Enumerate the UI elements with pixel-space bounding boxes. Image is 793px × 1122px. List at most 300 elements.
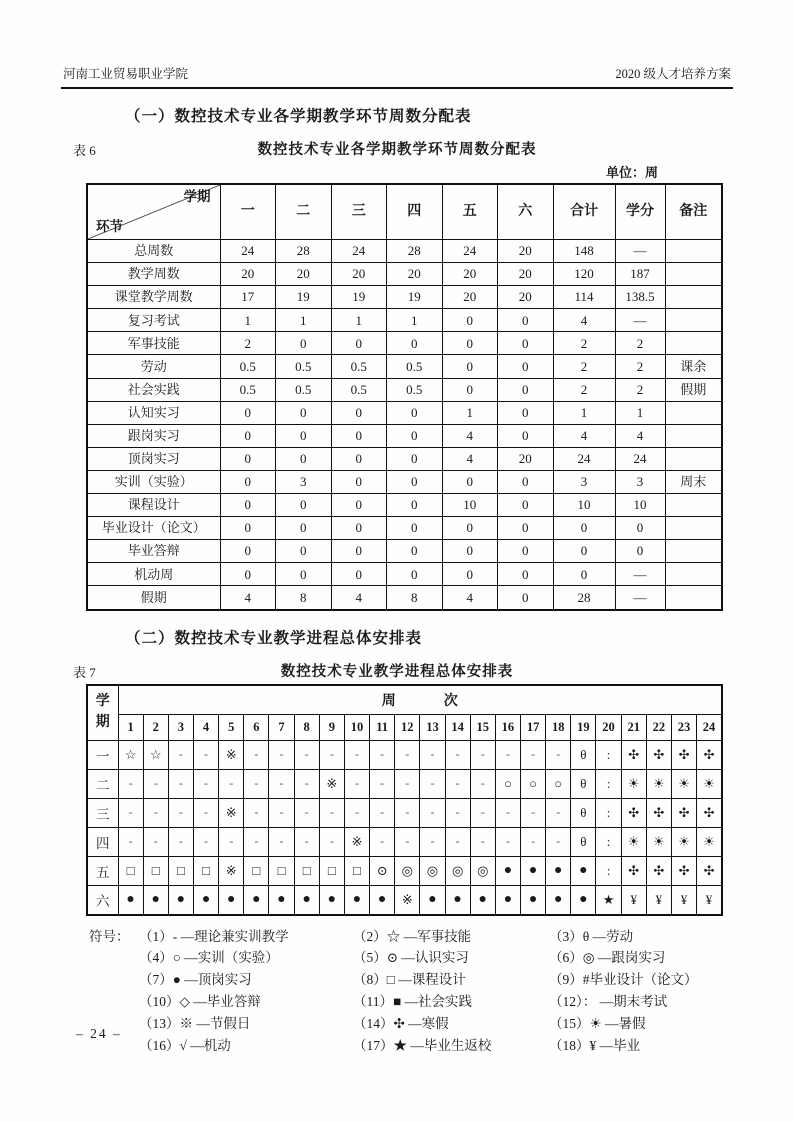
table7-semester-label: 五 (87, 856, 118, 885)
table6-cell: 0 (387, 470, 443, 493)
table6-row (87, 494, 722, 517)
table6-row-label: 机动周 (87, 563, 220, 586)
table6-cell: 0 (387, 424, 443, 447)
table7-schedule-symbol-cell: □ (193, 856, 218, 885)
table6-cell: 0 (331, 563, 387, 586)
table7-week-header (118, 685, 722, 715)
table6-cell: 0 (276, 447, 332, 470)
table7-schedule-symbol-cell: - (168, 798, 193, 827)
table6-cell: 1 (442, 401, 498, 424)
table7-schedule-symbol-cell: : (596, 740, 621, 769)
table7-schedule-symbol-cell: ※ (319, 769, 344, 798)
table7-schedule-symbol-cell: ✣ (671, 740, 696, 769)
section2-title: （二）数控技术专业教学进程总体安排表 (125, 629, 423, 647)
table7-week-number: 15 (470, 714, 495, 740)
legend-item: （6）◎ —跟岗实习 (549, 950, 666, 966)
table6-column-header: 五 (442, 184, 498, 240)
table6-row (87, 240, 722, 263)
table6-cell: 28 (553, 586, 615, 610)
table6-row (87, 309, 722, 332)
table6-cell: 8 (276, 586, 332, 610)
table6-cell: 120 (553, 263, 615, 286)
table6-cell: 10 (615, 494, 665, 517)
legend-item: （16）√ —机动 (139, 1037, 231, 1053)
table7-schedule-symbol-cell: ✣ (646, 856, 671, 885)
table6-cell: 0 (220, 470, 276, 493)
table6-cell: 0.5 (331, 355, 387, 378)
table6-column-header: 二 (276, 184, 332, 240)
table7-week-header-right: 次 (443, 693, 458, 709)
table6-row (87, 378, 722, 401)
table6-row (87, 540, 722, 563)
table6-cell: 2 (615, 378, 665, 401)
table6-cell: 10 (553, 494, 615, 517)
table6-cell: 课余 (665, 355, 722, 378)
table6-cell: 0 (442, 563, 498, 586)
table7-schedule-symbol-cell: ✣ (646, 740, 671, 769)
table7-schedule-symbol-cell: - (395, 769, 420, 798)
table6-cell: 3 (276, 470, 332, 493)
table7-schedule-symbol-cell: - (470, 798, 495, 827)
table6-cell: 0 (498, 540, 554, 563)
table6-caption-row (61, 138, 733, 160)
table6-cell: 0 (498, 378, 554, 401)
table6-row-label: 实训（实验） (87, 470, 220, 493)
table6-cell: 24 (553, 447, 615, 470)
table6-cell: 3 (615, 470, 665, 493)
table7-week-number: 22 (646, 714, 671, 740)
table7-schedule-symbol-cell: ◎ (395, 856, 420, 885)
table7-week-number: 3 (168, 714, 193, 740)
table7-schedule-symbol-cell: - (344, 798, 369, 827)
table7-semester-label: 三 (87, 798, 118, 827)
table7-schedule-symbol-cell: ★ (596, 885, 621, 915)
table6-cell: 24 (220, 240, 276, 263)
table6-cell: 1 (553, 401, 615, 424)
table7-semester-label: 二 (87, 769, 118, 798)
table7-schedule-symbol-cell: ¥ (621, 885, 646, 915)
table7-schedule-symbol-cell: - (370, 798, 395, 827)
table7-schedule-symbol-cell: □ (244, 856, 269, 885)
table7-schedule-symbol-cell: θ (571, 827, 596, 856)
table7-schedule-symbol-cell: - (118, 827, 143, 856)
table6-cell (665, 540, 722, 563)
table6-cell (665, 401, 722, 424)
table7-schedule-symbol-cell: ✣ (646, 798, 671, 827)
table6-cell: 19 (387, 286, 443, 309)
table6-cell: — (615, 309, 665, 332)
table6-cell: 17 (220, 286, 276, 309)
table6-cell: 4 (553, 424, 615, 447)
table6-semester-week-distribution (86, 183, 723, 611)
table7-schedule-symbol-cell: ● (370, 885, 395, 915)
table7-header-row-1 (87, 685, 722, 715)
table6-cell: 0 (331, 470, 387, 493)
table6-cell: 0.5 (276, 378, 332, 401)
table7-week-number: 14 (445, 714, 470, 740)
table7-schedule-symbol-cell: - (445, 798, 470, 827)
table6-row (87, 447, 722, 470)
table6-cell (665, 263, 722, 286)
table7-week-number: 6 (244, 714, 269, 740)
table6-cell: 20 (220, 263, 276, 286)
table7-week-number: 12 (395, 714, 420, 740)
table7-schedule-symbol-cell: - (269, 827, 294, 856)
table7-schedule-symbol-cell: - (420, 769, 445, 798)
table6-column-header: 三 (331, 184, 387, 240)
table6-cell: 24 (442, 240, 498, 263)
table6-row (87, 586, 722, 610)
running-header (61, 64, 733, 89)
table7-week-number: 16 (495, 714, 520, 740)
table6-cell: 0 (498, 563, 554, 586)
table7-schedule-symbol-cell: - (168, 827, 193, 856)
header-plan-name: 2020 级人才培养方案 (615, 67, 731, 81)
table7-schedule-symbol-cell: ● (269, 885, 294, 915)
table6-cell: 0 (553, 563, 615, 586)
table6-cell: 24 (331, 240, 387, 263)
table6-corner-item: 环节 (96, 218, 123, 234)
table7-schedule-symbol-cell: ◎ (470, 856, 495, 885)
table6-cell (665, 494, 722, 517)
table6-cell: 0 (331, 517, 387, 540)
table7-schedule-symbol-cell: ● (495, 885, 520, 915)
table7-schedule-symbol-cell: - (445, 740, 470, 769)
table6-cell: 0 (331, 447, 387, 470)
table7-schedule-symbol-cell: - (546, 740, 571, 769)
table6-cell: 4 (442, 586, 498, 610)
table6-cell: 0 (615, 517, 665, 540)
table7-schedule-symbol-cell: : (596, 827, 621, 856)
table7-semester-row (87, 827, 722, 856)
table6-row (87, 470, 722, 493)
table6-corner-semester: 学期 (183, 189, 211, 204)
table7-schedule-symbol-cell: - (294, 798, 319, 827)
table6-row (87, 286, 722, 309)
table7-week-numbers-row (87, 714, 722, 740)
table7-schedule-symbol-cell: - (470, 827, 495, 856)
table7-schedule-symbol-cell: ※ (219, 798, 244, 827)
table6-cell (665, 424, 722, 447)
table7-schedule-symbol-cell: ◎ (420, 856, 445, 885)
table6-cell: 2 (553, 355, 615, 378)
table7-schedule-symbol-cell: - (420, 740, 445, 769)
table7-corner-char-bottom: 期 (95, 714, 110, 730)
legend-prefix: 符号： (89, 928, 130, 944)
table7-semester-label: 一 (87, 740, 118, 769)
legend-item: （8）□ —课程设计 (353, 972, 466, 988)
table7-schedule-symbol-cell: ☀ (621, 769, 646, 798)
table7-schedule-symbol-cell: - (445, 827, 470, 856)
table7-schedule-symbol-cell: ✣ (621, 740, 646, 769)
table7-schedule-symbol-cell: ● (470, 885, 495, 915)
table6-row-label: 跟岗实习 (87, 424, 220, 447)
table7-schedule-symbol-cell: θ (571, 769, 596, 798)
table6-label: 表 6 (73, 143, 96, 158)
table7-week-number: 4 (193, 714, 218, 740)
table7-schedule-symbol-cell: ✣ (697, 856, 722, 885)
table6-row (87, 332, 722, 355)
table7-week-number: 2 (143, 714, 168, 740)
table7-schedule-symbol-cell: - (143, 769, 168, 798)
table6-row-label: 课堂教学周数 (87, 286, 220, 309)
table7-schedule-symbol-cell: ☀ (646, 827, 671, 856)
table7-schedule-symbol-cell: - (370, 769, 395, 798)
table6-cell: 28 (276, 240, 332, 263)
table7-schedule-symbol-cell: - (420, 827, 445, 856)
table7-schedule-symbol-cell: - (470, 769, 495, 798)
table7-schedule-symbol-cell: - (168, 740, 193, 769)
table7-schedule-symbol-cell: ● (445, 885, 470, 915)
table7-schedule-symbol-cell: ● (168, 885, 193, 915)
table6-row-label: 顶岗实习 (87, 447, 220, 470)
table7-schedule-symbol-cell: - (370, 740, 395, 769)
table7-schedule-symbol-cell: □ (319, 856, 344, 885)
table7-schedule-symbol-cell: ¥ (671, 885, 696, 915)
table7-semester-row (87, 798, 722, 827)
table6-cell: 10 (442, 494, 498, 517)
table7-schedule-symbol-cell: ✣ (621, 856, 646, 885)
table7-schedule-symbol-cell: ● (571, 856, 596, 885)
legend-item: （4）○ —实训（实验） (139, 950, 279, 966)
legend-line (89, 947, 733, 969)
legend-line (89, 1035, 733, 1057)
table7-week-number: 21 (621, 714, 646, 740)
table6-cell: 8 (387, 586, 443, 610)
table7-schedule-symbol-cell: : (596, 769, 621, 798)
table6-cell: 周末 (665, 470, 722, 493)
table6-cell (665, 309, 722, 332)
table7-schedule-symbol-cell: ● (521, 856, 546, 885)
table6-cell: 19 (331, 286, 387, 309)
table6-row (87, 263, 722, 286)
legend-item: （11）■ —社会实践 (353, 994, 473, 1010)
table6-cell: 0 (498, 494, 554, 517)
table6-cell: 20 (498, 447, 554, 470)
table6-cell: 0 (276, 401, 332, 424)
table7-schedule-symbol-cell: ※ (219, 856, 244, 885)
table7-schedule-symbol-cell: ● (118, 885, 143, 915)
table6-cell: 1 (615, 401, 665, 424)
legend-item: （18）¥ —毕业 (549, 1037, 641, 1053)
table7-schedule-symbol-cell: - (193, 740, 218, 769)
table6-cell: 20 (498, 286, 554, 309)
table6-cell: 0.5 (387, 378, 443, 401)
table6-cell: 0 (553, 540, 615, 563)
table7-schedule-symbol-cell: □ (294, 856, 319, 885)
legend-item: （1）- —理论兼实训教学 (139, 928, 289, 944)
table7-schedule-symbol-cell: - (143, 798, 168, 827)
legend-item: （12）： —期末考试 (549, 994, 668, 1010)
table6-cell: 0 (276, 494, 332, 517)
table6-row (87, 355, 722, 378)
table6-column-header: 合计 (553, 184, 615, 240)
table7-schedule-symbol-cell: - (495, 798, 520, 827)
table7-schedule-symbol-cell: - (269, 740, 294, 769)
table7-schedule-symbol-cell: - (244, 827, 269, 856)
table7-schedule-symbol-cell: : (596, 798, 621, 827)
table6-cell: 0 (498, 424, 554, 447)
table6-cell: 0 (442, 470, 498, 493)
table7-schedule-symbol-cell: θ (571, 798, 596, 827)
table6-cell (665, 332, 722, 355)
table6-cell: 20 (442, 286, 498, 309)
table6-row (87, 517, 722, 540)
table6-cell: 4 (220, 586, 276, 610)
table7-schedule-symbol-cell: - (445, 769, 470, 798)
table7-schedule-symbol-cell: - (344, 769, 369, 798)
table7-schedule-symbol-cell: ● (495, 856, 520, 885)
table6-cell: 0 (276, 424, 332, 447)
table7-schedule-symbol-cell: - (294, 769, 319, 798)
table6-cell: 20 (498, 240, 554, 263)
table7-week-number: 5 (219, 714, 244, 740)
table7-schedule-symbol-cell: ○ (521, 769, 546, 798)
table6-title: 数控技术专业各学期教学环节周数分配表 (257, 142, 537, 158)
table7-week-number: 17 (521, 714, 546, 740)
table7-schedule-symbol-cell: □ (269, 856, 294, 885)
table6-cell: 20 (387, 263, 443, 286)
table7-schedule-symbol-cell: ✣ (671, 856, 696, 885)
table6-cell: 0 (331, 401, 387, 424)
table7-schedule-symbol-cell: □ (344, 856, 369, 885)
table6-cell: 0 (615, 540, 665, 563)
table7-schedule-symbol-cell: - (193, 798, 218, 827)
legend-item: （13）※ —节假日 (139, 1015, 251, 1031)
table7-schedule-symbol-cell: ● (193, 885, 218, 915)
legend-line (89, 1013, 733, 1035)
table6-cell: 0 (387, 494, 443, 517)
table6-cell: 0 (387, 540, 443, 563)
symbol-legend (89, 926, 733, 1057)
table7-schedule-symbol-cell: ✣ (697, 740, 722, 769)
table7-schedule-symbol-cell: - (495, 827, 520, 856)
table7-week-number: 9 (319, 714, 344, 740)
table7-schedule-symbol-cell: ¥ (697, 885, 722, 915)
table6-cell: 0 (498, 355, 554, 378)
table7-schedule-symbol-cell: ● (294, 885, 319, 915)
table6-cell: 1 (387, 309, 443, 332)
table6-cell: 20 (442, 263, 498, 286)
table7-schedule-symbol-cell: ※ (219, 740, 244, 769)
table7-schedule-symbol-cell: - (319, 827, 344, 856)
table6-row-label: 复习考试 (87, 309, 220, 332)
table7-schedule-symbol-cell: ☀ (671, 769, 696, 798)
table6-row-label: 社会实践 (87, 378, 220, 401)
table6-cell: 24 (615, 447, 665, 470)
table6-row-label: 教学周数 (87, 263, 220, 286)
table6-cell (665, 240, 722, 263)
table7-semester-label: 六 (87, 885, 118, 915)
table6-cell: 148 (553, 240, 615, 263)
table7-schedule-symbol-cell: - (294, 740, 319, 769)
table7-week-number: 7 (269, 714, 294, 740)
table6-cell: — (615, 586, 665, 610)
table6-cell: 0 (442, 355, 498, 378)
table6-cell: 0 (331, 494, 387, 517)
table6-cell (665, 447, 722, 470)
table7-corner-char-top: 学 (95, 694, 110, 710)
table6-cell: 0 (498, 332, 554, 355)
table6-cell: 0 (331, 332, 387, 355)
table6-cell: 4 (615, 424, 665, 447)
table6-cell: 0 (442, 517, 498, 540)
table6-cell: 0 (276, 563, 332, 586)
table7-schedule-symbol-cell: ◎ (445, 856, 470, 885)
table6-cell: 2 (553, 378, 615, 401)
table7-schedule-symbol-cell: ☀ (697, 769, 722, 798)
table7-schedule-symbol-cell: ○ (546, 769, 571, 798)
table6-cell (665, 563, 722, 586)
table7-schedule-symbol-cell: - (395, 827, 420, 856)
table6-row-label: 课程设计 (87, 494, 220, 517)
table6-unit: 单位：周 (605, 165, 658, 180)
table6-cell: 0 (387, 563, 443, 586)
table6-cell: 20 (331, 263, 387, 286)
table7-week-number: 1 (118, 714, 143, 740)
table6-cell: 0 (276, 540, 332, 563)
table6-row (87, 563, 722, 586)
table6-cell: 4 (553, 309, 615, 332)
table6-cell: 0.5 (331, 378, 387, 401)
table6-cell: — (615, 563, 665, 586)
table6-cell: 0 (331, 424, 387, 447)
table7-schedule-symbol-cell: ※ (344, 827, 369, 856)
table6-row-label: 劳动 (87, 355, 220, 378)
legend-prefix (89, 991, 139, 1013)
table7-corner-semester (87, 685, 118, 741)
table7-schedule-symbol-cell: - (118, 769, 143, 798)
table6-cell: 0 (498, 517, 554, 540)
table7-week-number: 11 (370, 714, 395, 740)
table6-cell: 2 (553, 332, 615, 355)
table7-semester-row (87, 856, 722, 885)
table7-schedule-symbol-cell: - (546, 798, 571, 827)
table7-schedule-symbol-cell: - (193, 769, 218, 798)
table7-schedule-symbol-cell: ☀ (646, 769, 671, 798)
table7-schedule-symbol-cell: - (143, 827, 168, 856)
table6-cell: 114 (553, 286, 615, 309)
table7-schedule-symbol-cell: ☆ (118, 740, 143, 769)
table6-column-header: 四 (387, 184, 443, 240)
table6-cell: 2 (615, 332, 665, 355)
table6-cell (665, 517, 722, 540)
table7-schedule-symbol-cell: - (344, 740, 369, 769)
table7-schedule-symbol-cell: ● (546, 856, 571, 885)
table6-cell: 0 (442, 332, 498, 355)
table6-cell: 0 (498, 309, 554, 332)
table7-schedule-symbol-cell: - (420, 798, 445, 827)
table7-semester-row (87, 885, 722, 915)
table7-schedule-symbol-cell: □ (118, 856, 143, 885)
table6-cell: 0 (331, 540, 387, 563)
table6-cell: 4 (442, 447, 498, 470)
table7-schedule-symbol-cell: ☀ (697, 827, 722, 856)
table7-schedule-symbol-cell: ☀ (671, 827, 696, 856)
legend-item: （5）⊙ —认识实习 (353, 950, 469, 966)
table7-schedule-symbol-cell: ※ (395, 885, 420, 915)
table7-schedule-symbol-cell: ✣ (697, 798, 722, 827)
table6-row (87, 424, 722, 447)
table7-schedule-symbol-cell: ● (571, 885, 596, 915)
table7-schedule-symbol-cell: - (269, 769, 294, 798)
table7-label: 表 7 (73, 664, 96, 680)
table7-schedule-symbol-cell: - (118, 798, 143, 827)
table7-schedule-symbol-cell: ● (143, 885, 168, 915)
table6-row-label: 毕业答辩 (87, 540, 220, 563)
table6-cell: 3 (553, 470, 615, 493)
table7-schedule-symbol-cell: - (168, 769, 193, 798)
